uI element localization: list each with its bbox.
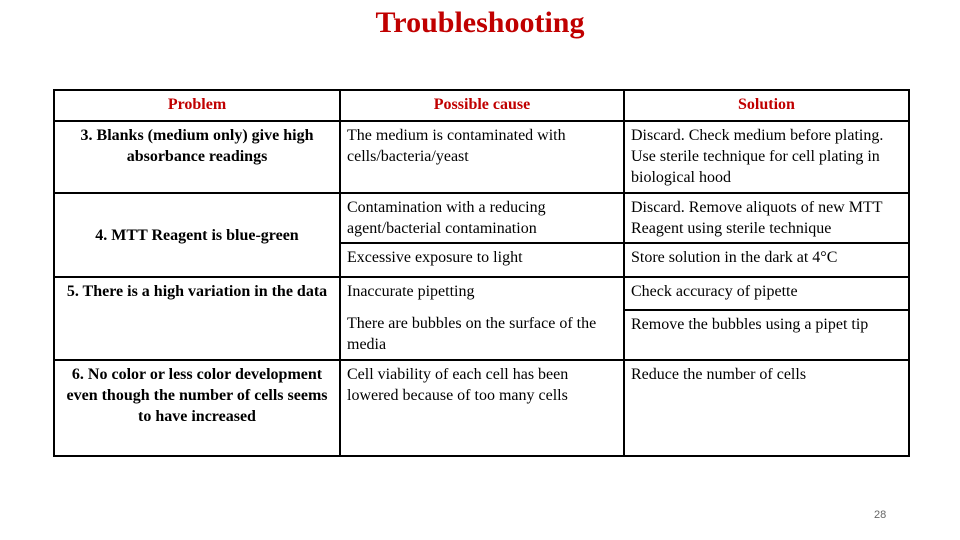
header-possible-cause: Possible cause	[340, 90, 624, 121]
cause-cell: Inaccurate pipetting	[340, 277, 624, 310]
solution-cell: Discard. Check medium before plating. Use sterile technique for cell plating in biological hood	[624, 121, 909, 193]
solution-cell: Remove the bubbles using a pipet tip	[624, 310, 909, 360]
problem-cell: 6. No color or less color development even though the number of cells seems to have increased	[54, 360, 340, 456]
cause-cell: Excessive exposure to light	[340, 243, 624, 277]
troubleshooting-table	[53, 89, 910, 457]
table-row	[54, 277, 909, 310]
cause-cell: There are bubbles on the surface of the media	[340, 310, 624, 360]
solution-cell: Check accuracy of pipette	[624, 277, 909, 310]
problem-cell: 4. MTT Reagent is blue-green	[54, 193, 340, 277]
header-problem: Problem	[54, 90, 340, 121]
cause-cell: Contamination with a reducing agent/bacterial contamination	[340, 193, 624, 243]
table-header-row	[54, 90, 909, 121]
page-title: Troubleshooting	[375, 6, 585, 39]
solution-cell: Store solution in the dark at 4°C	[624, 243, 909, 277]
problem-cell: 3. Blanks (medium only) give high absorbance readings	[54, 121, 340, 193]
solution-cell: Reduce the number of cells	[624, 360, 909, 456]
table-row	[54, 121, 909, 193]
page-number: 28	[874, 509, 887, 521]
problem-cell: 5. There is a high variation in the data	[54, 277, 340, 360]
cause-cell: The medium is contaminated with cells/bacteria/yeast	[340, 121, 624, 193]
table-row	[54, 193, 909, 243]
cause-cell: Cell viability of each cell has been lowered because of too many cells	[340, 360, 624, 456]
header-solution: Solution	[624, 90, 909, 121]
solution-cell: Discard. Remove aliquots of new MTT Reagent using sterile technique	[624, 193, 909, 243]
table-row	[54, 360, 909, 456]
